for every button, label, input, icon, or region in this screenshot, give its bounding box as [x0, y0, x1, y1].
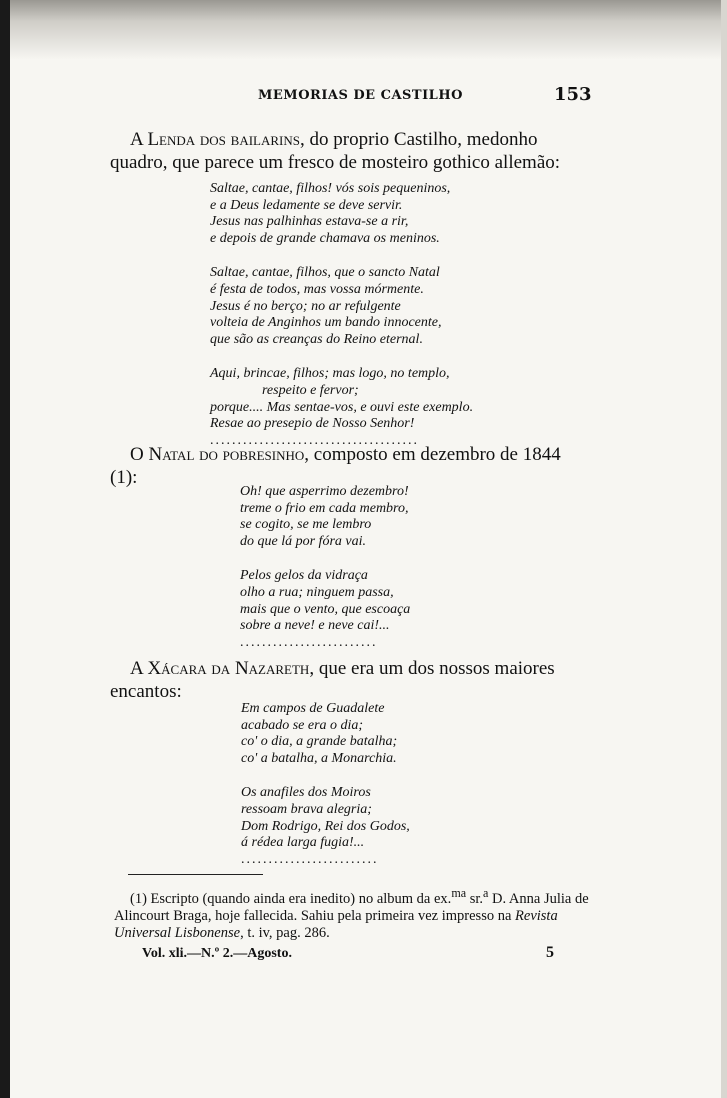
- verse-line: olho a rua; ninguem passa,: [240, 584, 394, 600]
- section1-title: Lenda dos bailarins: [147, 129, 300, 150]
- volume-footer: [142, 946, 562, 962]
- stanza: [241, 785, 410, 851]
- verse-line: e depois de grande chamava os meninos.: [210, 230, 440, 246]
- volume-info: Vol. xli.—N.º 2.—Agosto.: [142, 946, 292, 961]
- verse-line: treme o frio em cada membro,: [240, 500, 409, 516]
- ellipsis-dots: ......................................: [210, 432, 419, 448]
- poem-natal: [240, 484, 410, 651]
- section3-title: Xácara da Nazareth: [147, 658, 310, 679]
- verse-line: Saltae, cantae, filhos, que o sancto Natal: [210, 265, 440, 281]
- verse-line: Saltae, cantae, filhos! vós sois pequeninos,: [210, 181, 451, 196]
- verse-line: co' a batalha, a Monarchia.: [241, 750, 397, 766]
- verse-line: se cogito, se me lembro: [240, 517, 372, 533]
- verse-line: Aqui, brincae, filhos; mas logo, no templo,: [210, 366, 450, 382]
- verse-line: ressoam brava alegria;: [241, 801, 372, 817]
- footnote-rule: [128, 874, 263, 875]
- stanza: [210, 265, 473, 348]
- verse-line: acabado se era o dia;: [241, 717, 364, 733]
- signature-mark: 5: [546, 944, 554, 961]
- verse-line: Jesus nas palhinhas estava-se a rir,: [210, 214, 409, 230]
- verse-line: Em campos de Guadalete: [241, 701, 385, 716]
- verse-line: Resae ao presepio de Nosso Senhor!: [210, 416, 415, 432]
- verse-line: que são as creanças do Reino eternal.: [210, 331, 423, 347]
- page-number: 153: [554, 84, 592, 105]
- verse-line: mais que o vento, que escoaça: [240, 601, 411, 617]
- stanza: [240, 484, 410, 550]
- verse-line: á rédea larga fugia!...: [241, 835, 365, 851]
- scan-shadow: [10, 0, 721, 60]
- verse-line: sobre a neve! e neve cai!...: [240, 618, 390, 634]
- verse-line: Jesus é no berço; no ar refulgente: [210, 298, 401, 314]
- verse-line: volteia de Anginhos um bando innocente,: [210, 315, 442, 331]
- verse-line: Oh! que asperrimo dezembro!: [240, 484, 409, 499]
- verse-line: co' o dia, a grande batalha;: [241, 734, 398, 750]
- footnote: (1) Escripto (quando ainda era inedito) no album da ex.$^{ma}$ sr.$^a$ D. Anna Julia de Alincourt Braga, hoje fallecida. Sahiu pela primeira vez impresso na Revista Universal Lisbonense, t. iv, pag. 286.: [114, 886, 589, 941]
- stanza: [210, 181, 473, 247]
- section2-title: Natal do pobresinho: [148, 444, 305, 465]
- stanza: [241, 701, 410, 767]
- verse-line: Pelos gelos da vidraça: [240, 568, 368, 584]
- ellipsis-dots: .........................: [241, 851, 379, 867]
- stanza: [240, 568, 410, 634]
- verse-line: do que lá por fóra vai.: [240, 533, 366, 549]
- verse-line: porque.... Mas sentae-vos, e ouvi este exemplo.: [210, 399, 474, 415]
- stanza: [210, 366, 473, 432]
- ellipsis-dots: .........................: [240, 634, 378, 650]
- running-title: MEMORIAS DE CASTILHO: [258, 88, 463, 103]
- verse-line: é festa de todos, mas vossa mórmente.: [210, 281, 424, 297]
- poem-xacara: [241, 701, 410, 868]
- section3-intro: A Xácara da Nazareth, que era um dos nossos maiores encantos:: [110, 658, 555, 702]
- section1-intro: A Lenda dos bailarins, do proprio Castilho, medonho quadro, que parece um fresco de mosteiro gothico allemão:: [110, 129, 561, 173]
- section2-intro: O Natal do pobresinho, composto em dezembro de 1844 (1):: [110, 444, 561, 488]
- verse-line: Dom Rodrigo, Rei dos Godos,: [241, 818, 410, 834]
- verse-line: respeito e fervor;: [262, 382, 359, 398]
- poem-lenda: [210, 181, 473, 449]
- verse-line: Os anafiles dos Moiros: [241, 785, 371, 801]
- verse-line: e a Deus ledamente se deve servir.: [210, 197, 403, 213]
